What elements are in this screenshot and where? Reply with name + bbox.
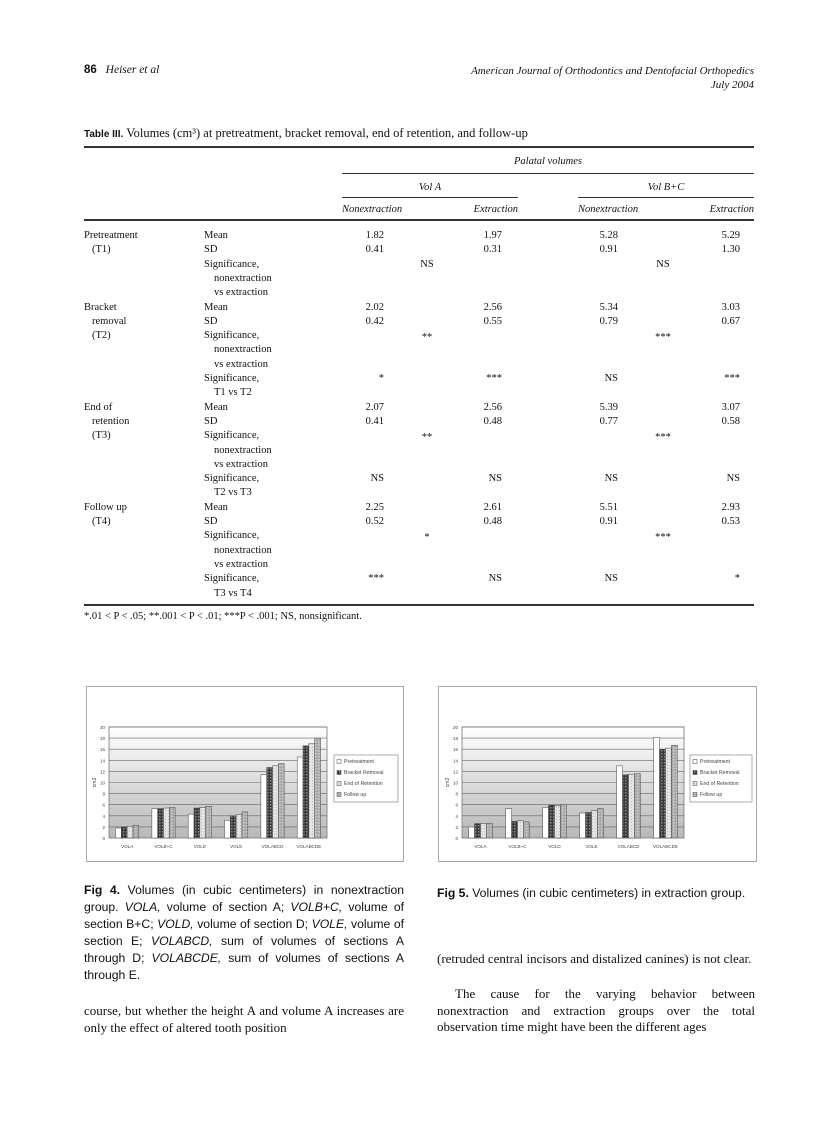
y-tick-label: 6 <box>455 802 458 808</box>
value-cell: 1.97 <box>483 230 502 241</box>
bar-follow-up <box>486 824 492 838</box>
table-caption <box>84 126 528 141</box>
statistic-label: SD <box>204 516 218 527</box>
y-tick-label: 8 <box>455 791 458 797</box>
bar-follow-up <box>315 738 321 838</box>
legend-swatch <box>337 782 341 786</box>
group-significance-cell: * <box>424 532 430 544</box>
column-header: Nonextraction <box>342 204 403 215</box>
bar-follow-up <box>206 806 212 838</box>
bar-bracket-removal <box>230 816 236 838</box>
statistic-label: Mean <box>204 301 228 313</box>
value-cell: 2.56 <box>483 401 502 413</box>
caption-fragment: VOLE, <box>311 917 348 931</box>
legend-label: Pretreatment <box>700 759 730 765</box>
value-cell: NS <box>488 573 502 585</box>
bar-follow-up <box>133 825 139 838</box>
value-cell: 1.82 <box>365 230 384 241</box>
figure-4-frame <box>86 686 404 862</box>
value-cell: 0.53 <box>721 516 740 527</box>
table-footnote: *.01 < P < .05; **.001 < P < .01; ***P < .001; NS, nonsignificant. <box>84 611 362 622</box>
table-label: Table III. <box>84 129 124 140</box>
value-cell: 3.07 <box>721 401 740 413</box>
y-tick-label: 12 <box>452 769 458 775</box>
bar-end-of-retention <box>629 774 635 838</box>
statistic-label: Significance, <box>204 430 260 442</box>
y-tick-label: 0 <box>102 836 105 841</box>
body-text-right-para-2: The cause for the varying behavior between nonextraction and extraction groups over the total observation time might have been the different ages <box>437 986 755 1034</box>
statistic-label: Significance, <box>204 373 260 384</box>
timepoint-label: (T3) <box>92 430 111 442</box>
legend-label: End of Retention <box>700 781 739 787</box>
legend-swatch <box>337 760 341 764</box>
bar-pretreatment <box>116 828 122 838</box>
value-cell: 0.77 <box>599 415 618 427</box>
legend-label: Follow up <box>700 792 723 798</box>
value-cell: 0.52 <box>365 516 384 527</box>
y-tick-label: 20 <box>99 725 105 730</box>
timepoint-label: Bracket <box>84 301 117 313</box>
caption-fragment: sum of volumes of sections A through D; <box>84 934 405 965</box>
bar-pretreatment <box>654 738 660 838</box>
bar-end-of-retention <box>309 744 315 838</box>
bar-bracket-removal <box>303 746 309 838</box>
bar-end-of-retention <box>273 766 279 838</box>
bar-bracket-removal <box>158 809 164 838</box>
value-cell: 5.51 <box>599 501 618 513</box>
x-tick-label: VOLABCD <box>261 844 284 849</box>
value-cell: 0.42 <box>365 315 384 327</box>
y-axis-label: cm3 <box>92 777 98 788</box>
statistic-label: Significance, <box>204 258 260 270</box>
bar-pretreatment <box>580 813 586 838</box>
group-significance-cell: ** <box>421 332 433 344</box>
value-cell: NS <box>604 373 618 384</box>
bar-pretreatment <box>297 757 303 838</box>
legend-swatch <box>693 793 697 797</box>
value-cell: 0.91 <box>599 244 618 256</box>
bar-end-of-retention <box>236 815 242 838</box>
value-cell: 5.34 <box>599 301 618 313</box>
bar-bracket-removal <box>475 824 481 838</box>
y-tick-label: 18 <box>99 736 105 742</box>
value-cell: 2.61 <box>483 501 502 513</box>
figure-5-label: Fig 5. <box>437 886 469 900</box>
statistic-label: nonextraction <box>214 272 272 284</box>
statistic-label: Significance, <box>204 473 260 485</box>
caption-fragment: Volumes (in cubic centimeters) in nonextraction group. <box>84 883 405 914</box>
authors: Heiser et al <box>105 64 160 76</box>
y-tick-label: 6 <box>102 802 105 808</box>
bar-pretreatment <box>617 766 623 838</box>
group-significance-cell: *** <box>655 532 671 544</box>
y-tick-label: 2 <box>102 824 105 830</box>
y-tick-label: 0 <box>455 836 458 841</box>
table-rule <box>84 604 754 606</box>
bar-bracket-removal <box>549 805 555 838</box>
value-cell: *** <box>368 573 384 585</box>
statistic-label: T2 vs T3 <box>214 487 252 499</box>
y-tick-label: 4 <box>455 813 458 819</box>
figure-4-caption <box>84 882 404 984</box>
caption-fragment: VOLB+C, <box>290 900 343 914</box>
statistic-label: SD <box>204 315 218 327</box>
value-cell: 0.31 <box>483 244 502 256</box>
bar-pretreatment <box>506 809 512 838</box>
page-number: 86 <box>84 64 97 76</box>
statistic-label: nonextraction <box>214 544 272 556</box>
value-cell: NS <box>488 473 502 485</box>
value-cell: 0.41 <box>365 244 384 256</box>
legend-label: Bracket Removal <box>344 770 384 776</box>
timepoint-label: (T1) <box>92 244 111 256</box>
column-header: Extraction <box>473 204 518 215</box>
bar-pretreatment <box>225 820 231 838</box>
y-tick-label: 12 <box>99 769 105 775</box>
caption-fragment: volume of section D; <box>193 917 312 931</box>
bar-end-of-retention <box>666 748 672 838</box>
value-cell: 0.48 <box>483 415 502 427</box>
bar-pretreatment <box>543 807 549 838</box>
statistic-label: nonextraction <box>214 444 272 456</box>
value-cell: *** <box>486 373 502 384</box>
statistic-label: Significance, <box>204 530 260 542</box>
table-rule <box>342 173 754 174</box>
legend-label: Follow up <box>344 792 367 798</box>
issue-date: July 2004 <box>710 79 754 91</box>
y-tick-label: 8 <box>102 791 105 797</box>
statistic-label: vs extraction <box>214 558 268 570</box>
caption-fragment: volume of section A; <box>160 900 291 914</box>
value-cell: NS <box>604 473 618 485</box>
figure-4-chart <box>87 687 403 861</box>
value-cell: 0.67 <box>721 315 740 327</box>
value-cell: NS <box>726 473 740 485</box>
timepoint-label: Follow up <box>84 501 127 513</box>
legend-swatch <box>693 782 697 786</box>
bar-end-of-retention <box>200 807 206 838</box>
x-tick-label: VOLABCDE <box>652 844 679 849</box>
value-cell: 2.25 <box>365 501 384 513</box>
caption-fragment: volume of section B+C; <box>84 900 405 931</box>
bar-pretreatment <box>188 814 194 838</box>
bar-pretreatment <box>261 775 267 838</box>
x-tick-label: VOLABCD <box>617 844 640 849</box>
x-tick-label: VOLA <box>474 844 487 849</box>
bar-bracket-removal <box>512 821 518 838</box>
group-significance-cell: *** <box>655 432 671 444</box>
bar-follow-up <box>169 807 175 838</box>
timepoint-label: Pretreatment <box>84 230 138 241</box>
figure-5-caption <box>437 885 755 902</box>
y-axis-label: cm3 <box>445 777 451 788</box>
statistic-label: Significance, <box>204 573 260 585</box>
value-cell: NS <box>370 473 384 485</box>
statistic-label: Mean <box>204 501 228 513</box>
bar-end-of-retention <box>518 821 524 838</box>
figure-4-label: Fig 4. <box>84 883 121 897</box>
value-cell: 3.03 <box>721 301 740 313</box>
caption-fragment: VOLD, <box>157 917 194 931</box>
x-tick-label: VOLE <box>230 844 243 849</box>
table-rule <box>578 197 754 198</box>
group-significance-cell: *** <box>655 332 671 344</box>
figure-4-caption-text <box>84 883 404 982</box>
timepoint-label: retention <box>92 415 130 427</box>
bar-bracket-removal <box>623 775 629 838</box>
statistic-label: Significance, <box>204 330 260 342</box>
y-tick-label: 10 <box>452 780 458 786</box>
x-tick-label: VOLA <box>121 844 134 849</box>
bar-follow-up <box>523 822 529 838</box>
bar-end-of-retention <box>555 806 561 838</box>
y-tick-label: 2 <box>455 824 458 830</box>
statistic-label: SD <box>204 244 218 256</box>
timepoint-label: (T2) <box>92 330 111 342</box>
journal-name: American Journal of Orthodontics and Dentofacial Orthopedics <box>471 65 754 77</box>
value-cell: 5.28 <box>599 230 618 241</box>
body-text-right-para-1: (retruded central incisors and distalized canines) is not clear. <box>437 951 752 966</box>
figure-5-frame <box>438 686 757 862</box>
value-cell: 0.91 <box>599 516 618 527</box>
statistic-label: SD <box>204 415 218 427</box>
caption-fragment: sum of volumes of sections A through E. <box>84 951 405 982</box>
figure-5-chart <box>439 687 756 861</box>
group-significance-cell: NS <box>420 258 434 270</box>
caption-fragment: VOLABCDE, <box>151 951 222 965</box>
group-significance-cell: ** <box>421 432 433 444</box>
column-header: Extraction <box>709 204 754 215</box>
y-tick-label: 10 <box>99 780 105 786</box>
table-spanner-header: Palatal volumes <box>514 156 582 167</box>
table-title: Volumes (cm³) at pretreatment, bracket removal, end of retention, and follow-up <box>126 126 528 140</box>
timepoint-label: removal <box>92 315 127 327</box>
x-tick-label: VOLB+C <box>154 844 173 849</box>
legend-label: Bracket Removal <box>700 770 740 776</box>
body-text-left-column: course, but whether the height A and volume A increases are only the effect of altered tooth position <box>84 1003 404 1035</box>
legend-swatch <box>693 771 697 775</box>
bar-pretreatment <box>469 827 475 838</box>
x-tick-label: VOLE <box>585 844 598 849</box>
value-cell: 0.79 <box>599 315 618 327</box>
table-rule <box>342 197 518 198</box>
legend-label: End of Retention <box>344 781 383 787</box>
x-tick-label: VOLD <box>548 844 561 849</box>
legend-swatch <box>693 760 697 764</box>
x-tick-label: VOLABCDE <box>296 844 322 849</box>
legend-swatch <box>337 771 341 775</box>
x-tick-label: VOLD <box>193 844 207 849</box>
table-rule <box>84 146 754 148</box>
bar-bracket-removal <box>660 749 666 838</box>
value-cell: 2.93 <box>721 501 740 513</box>
legend-swatch <box>337 793 341 797</box>
bar-end-of-retention <box>127 826 133 838</box>
running-header-left <box>84 64 159 76</box>
bar-follow-up <box>278 764 284 838</box>
y-tick-label: 20 <box>452 725 458 730</box>
bar-pretreatment <box>152 809 158 838</box>
timepoint-label: (T4) <box>92 516 111 527</box>
caption-fragment: VOLABCD, <box>150 934 213 948</box>
table-rule <box>84 219 754 221</box>
statistic-label: nonextraction <box>214 344 272 356</box>
statistic-label: T1 vs T2 <box>214 387 252 399</box>
value-cell: 0.41 <box>365 415 384 427</box>
statistic-label: vs extraction <box>214 287 268 299</box>
value-cell: * <box>378 373 384 384</box>
figure-5-caption-text: Volumes (in cubic centimeters) in extraction group. <box>468 886 746 900</box>
statistic-label: vs extraction <box>214 358 268 370</box>
x-tick-label: VOLB+C <box>508 844 527 849</box>
value-cell: 0.55 <box>483 315 502 327</box>
statistic-label: Mean <box>204 401 228 413</box>
group-header-vol-a: Vol A <box>418 182 442 193</box>
bar-bracket-removal <box>586 812 592 838</box>
value-cell: *** <box>724 373 740 384</box>
caption-fragment: volume of section E; <box>84 917 404 948</box>
y-tick-label: 14 <box>99 758 105 764</box>
y-tick-label: 14 <box>452 758 458 764</box>
value-cell: 2.02 <box>365 301 384 313</box>
bar-bracket-removal <box>194 808 200 838</box>
bar-follow-up <box>242 812 248 838</box>
value-cell: 0.48 <box>483 516 502 527</box>
timepoint-label: End of <box>84 401 113 413</box>
group-header-vol-bc: Vol B+C <box>647 182 685 193</box>
bar-end-of-retention <box>592 811 598 838</box>
value-cell: 1.30 <box>721 244 740 256</box>
statistic-label: vs extraction <box>214 458 268 470</box>
value-cell: NS <box>604 573 618 585</box>
y-tick-label: 18 <box>452 736 458 742</box>
statistic-label: Mean <box>204 230 228 241</box>
bar-bracket-removal <box>121 827 127 838</box>
value-cell: 5.39 <box>599 401 618 413</box>
group-significance-cell: NS <box>656 258 670 270</box>
y-tick-label: 4 <box>102 813 105 819</box>
bar-end-of-retention <box>481 824 487 838</box>
bar-end-of-retention <box>164 808 170 838</box>
statistic-label: T3 vs T4 <box>214 587 252 599</box>
value-cell: 2.56 <box>483 301 502 313</box>
value-cell: 5.29 <box>721 230 740 241</box>
running-header-right <box>471 64 754 92</box>
bar-follow-up <box>671 745 677 838</box>
bar-follow-up <box>634 774 640 838</box>
column-header: Nonextraction <box>578 204 639 215</box>
value-cell: 0.58 <box>721 415 740 427</box>
bar-follow-up <box>560 805 566 838</box>
bar-follow-up <box>597 809 603 838</box>
value-cell: 2.07 <box>365 401 384 413</box>
bar-bracket-removal <box>267 768 273 838</box>
legend-label: Pretreatment <box>344 759 374 765</box>
value-cell: * <box>734 573 740 585</box>
y-tick-label: 16 <box>99 747 105 753</box>
y-tick-label: 16 <box>452 747 458 753</box>
caption-fragment: VOLA, <box>124 900 161 914</box>
